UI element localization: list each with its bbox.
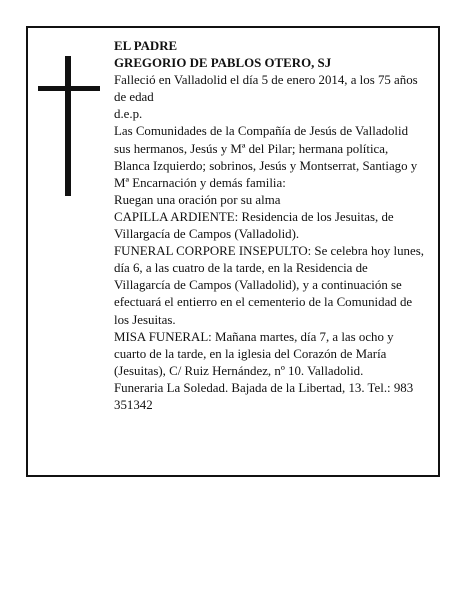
funeral-info: FUNERAL CORPORE INSEPULTO: Se celebra hoy lunes, día 6, a las cuatro de la tarde, en la Residencia de Villagarcía de Campos (Valladolid), y a continuación se efectuará el entierro en el cementerio de la Comunidad de los Jesuitas. [114,244,424,327]
mass-info: MISA FUNERAL: Mañana martes, día 7, a las ocho y cuarto de la tarde, en la iglesia del Corazón de María (Jesuitas), C/ Ruiz Hernández, nº 10. Valladolid. [114,329,394,378]
rip-text: d.e.p. [114,107,143,122]
chapel-info: CAPILLA ARDIENTE: Residencia de los Jesuitas, de Villargacía de Campos (Valladolid). [114,209,394,242]
family-text: Las Comunidades de la Compañía de Jesús de Valladolid sus hermanos, Jesús y Mª del Pilar; hermana política, Blanca Izquierdo; sobrinos, Jesús y Montserrat, Santiago y Mª Encarnación y demás familia: [114,124,418,190]
obituary-text [114,38,426,414]
death-announcement: Falleció en Valladolid el día 5 de enero 2014, a los 75 años de edad [114,73,418,105]
deceased-name: GREGORIO DE PABLOS OTERO, SJ [114,56,332,71]
funeral-home-info: Funeraria La Soledad. Bajada de la Libertad, 13. Tel.: 983 351342 [114,380,414,412]
notice-title: EL PADRE [114,39,178,53]
cross-icon [38,56,100,196]
prayer-request: Ruegan una oración por su alma [114,192,281,207]
